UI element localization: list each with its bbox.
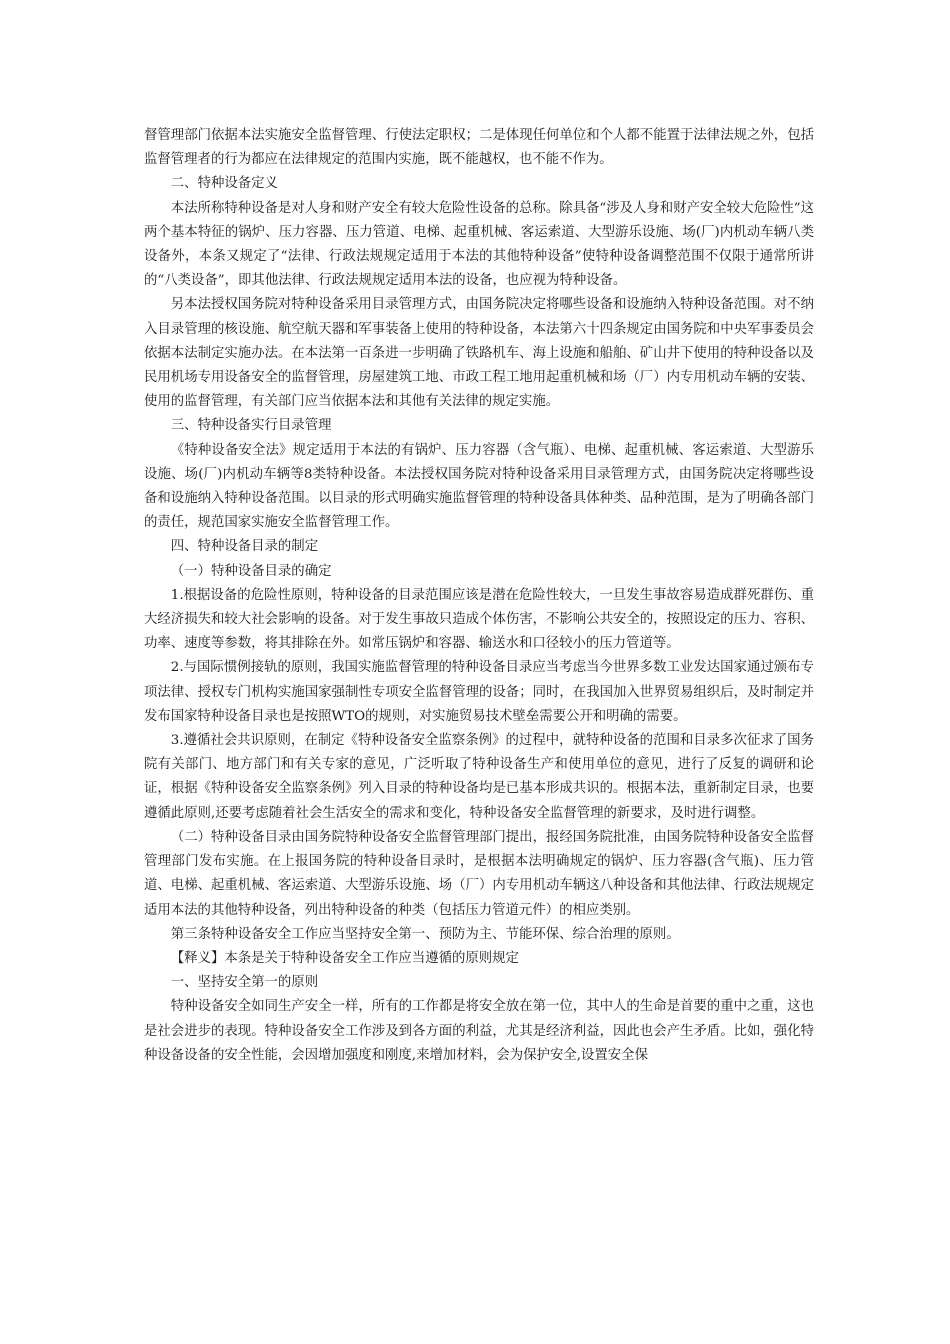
paragraph: 1.根据设备的危险性原则，特种设备的目录范围应该是潜在危险性较大，一旦发生事故容易造成群死群伤、重大经济损失和较大社会影响的设备。对于发生事故只造成个体伤害，不影响公共安全的，按照设定的压力、容积、功率、速度等参数，将其排除在外。如常压锅炉和容器、输送水和口径较小的压力管道等。	[144, 587, 814, 652]
paragraph: 《特种设备安全法》规定适用于本法的有锅炉、压力容器（含气瓶）、电梯、起重机械、客运索道、大型游乐设施、场(厂)内机动车辆等8类特种设备。本法授权国务院对特种设备采用目录管理方式，由国务院决定将哪些设备和设施纳入特种设备范围。以目录的形式明确实施监督管理的特种设备具体种类、品种范围，是为了明确各部门的责任，规范国家实施安全监督管理工作。	[144, 442, 814, 531]
section-heading: 二、特种设备定义	[170, 176, 278, 192]
subsection-heading: （一）特种设备目录的确定	[170, 563, 332, 579]
document-body	[144, 124, 814, 1068]
article-text: 第三条特种设备安全工作应当坚持安全第一、预防为主、节能环保、综合治理的原则。	[170, 926, 680, 942]
section-heading: 一、坚持安全第一的原则	[170, 975, 319, 991]
paragraph: 督管理部门依据本法实施安全监督管理、行使法定职权；二是体现任何单位和个人都不能置于法律法规之外，包括监督管理者的行为都应在法律规定的范围内实施，既不能越权，也不能不作为。	[144, 128, 814, 168]
paragraph: 本法所称特种设备是对人身和财产安全有较大危险性设备的总称。除具备“涉及人身和财产安全较大危险性”这两个基本特征的锅炉、压力容器、压力管道、电梯、起重机械、客运索道、大型游乐设施、场(厂)内机动车辆八类设备外，本条又规定了“法律、行政法规规定适用于本法的其他特种设备”使特种设备调整范围不仅限于通常所讲的“八类设备”，即其他法律、行政法规规定适用本法的设备，也应视为特种设备。	[144, 200, 814, 289]
paragraph: 特种设备安全如同生产安全一样，所有的工作都是将安全放在第一位，其中人的生命是首要的重中之重，这也是社会进步的表现。特种设备安全工作涉及到各方面的利益，尤其是经济利益，因此也会产生矛盾。比如，强化特种设备设备的安全性能，会因增加强度和刚度,来增加材料，会为保护安全,设置安全保	[144, 999, 814, 1063]
paragraph: 3.遵循社会共识原则，在制定《特种设备安全监察条例》的过程中，就特种设备的范围和目录多次征求了国务院有关部门、地方部门和有关专家的意见，广泛听取了特种设备生产和使用单位的意见，进行了反复的调研和论证，根据《特种设备安全监察条例》列入目录的特种设备均是已基本形成共识的。根据本法，重新制定目录，也要遵循此原则,还要考虑随着社会生活安全的需求和变化，特种设备安全监督管理的新要求，及时进行调整。	[144, 733, 814, 821]
interpretation-heading: 【释义】本条是关于特种设备安全工作应当遵循的原则规定	[170, 950, 519, 966]
paragraph: 2.与国际惯例接轨的原则，我国实施监督管理的特种设备目录应当考虑当今世界多数工业发达国家通过颁布专项法律、授权专门机构实施国家强制性专项安全监督管理的设备；同时，在我国加入世界贸易组织后，及时制定并发布国家特种设备目录也是按照WTO的规则，对实施贸易技术壁垒需要公开和明确的需要。	[144, 660, 814, 724]
section-heading: 四、特种设备目录的制定	[170, 539, 319, 555]
paragraph: （二）特种设备目录由国务院特种设备安全监督管理部门提出，报经国务院批准，由国务院特种设备安全监督管理部门发布实施。在上报国务院的特种设备目录时，是根据本法明确规定的锅炉、压力容器(含气瓶)、压力管道、电梯、起重机械、客运索道、大型游乐设施、场（厂）内专用机动车辆这八种设备和其他法律、行政法规规定适用本法的其他特种设备，列出特种设备的种类（包括压力管道元件）的相应类别。	[144, 829, 814, 918]
section-heading: 三、特种设备实行目录管理	[170, 418, 332, 434]
paragraph: 另本法授权国务院对特种设备采用目录管理方式，由国务院决定将哪些设备和设施纳入特种设备范围。对不纳入目录管理的核设施、航空航天器和军事装备上使用的特种设备，本法第六十四条规定由国务院和中央军事委员会依据本法制定实施办法。在本法第一百条进一步明确了铁路机车、海上设施和船舶、矿山井下使用的特种设备以及民用机场专用设备安全的监督管理，房屋建筑工地、市政工程工地用起重机械和场（厂）内专用机动车辆的安装、使用的监督管理，有关部门应当依据本法和其他有关法律的规定实施。	[144, 297, 814, 410]
